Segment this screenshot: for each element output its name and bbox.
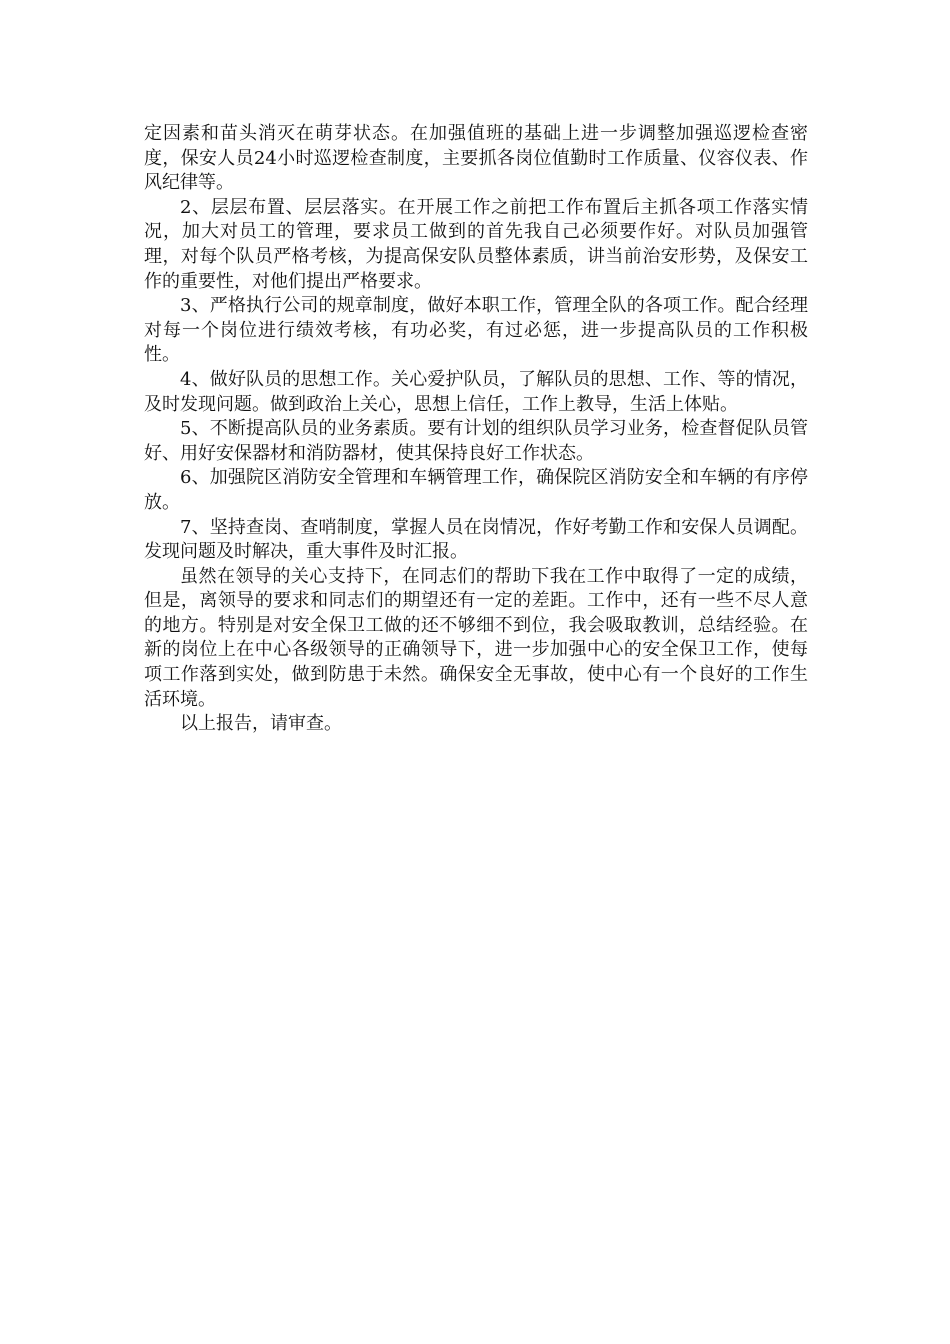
paragraph-summary: 虽然在领导的关心支持下，在同志们的帮助下我在工作中取得了一定的成绩，但是，离领导的要求和同志们的期望还有一定的差距。工作中，还有一些不尽人意的地方。特别是对安全保卫工做的还不够细不到位，我会吸取教训，总结经验。在新的岗位上在中心各级领导的正确领导下，进一步加强中心的安全保卫工作，使每项工作落到实处，做到防患于未然。确保安全无事故，使中心有一个良好的工作生活环境。 (144, 565, 808, 710)
paragraph-item-7: 7、坚持查岗、查哨制度，掌握人员在岗情况，作好考勤工作和安保人员调配。发现问题及时解决，重大事件及时汇报。 (144, 516, 808, 563)
paragraph-item-5: 5、不断提高队员的业务素质。要有计划的组织队员学习业务，检查督促队员管好、用好安保器材和消防器材，使其保持良好工作状态。 (144, 418, 808, 464)
document-body (144, 122, 808, 737)
paragraph-item-3: 3、严格执行公司的规章制度，做好本职工作，管理全队的各项工作。配合经理对每一个岗位进行绩效考核，有功必奖，有过必惩，进一步提高队员的工作积极性。 (144, 295, 808, 366)
paragraph-continuation: 定因素和苗头消灭在萌芽状态。在加强值班的基础上进一步调整加强巡逻检查密度，保安人员24小时巡逻检查制度，主要抓各岗位值勤时工作质量、仪容仪表、作风纪律等。 (144, 123, 808, 194)
paragraph-closing: 以上报告，请审查。 (180, 713, 342, 735)
paragraph-item-2: 2、层层布置、层层落实。在开展工作之前把工作布置后主抓各项工作落实情况，加大对员工的管理，要求员工做到的首先我自己必须要作好。对队员加强管理，对每个队员严格考核，为提高保安队员整体素质，讲当前治安形势，及保安工作的重要性，对他们提出严格要求。 (144, 196, 808, 292)
paragraph-item-4: 4、做好队员的思想工作。关心爱护队员，了解队员的思想、工作、等的情况，及时发现问题。做到政治上关心，思想上信任，工作上教导，生活上体贴。 (144, 368, 808, 415)
paragraph-item-6: 6、加强院区消防安全管理和车辆管理工作，确保院区消防安全和车辆的有序停放。 (144, 467, 808, 513)
